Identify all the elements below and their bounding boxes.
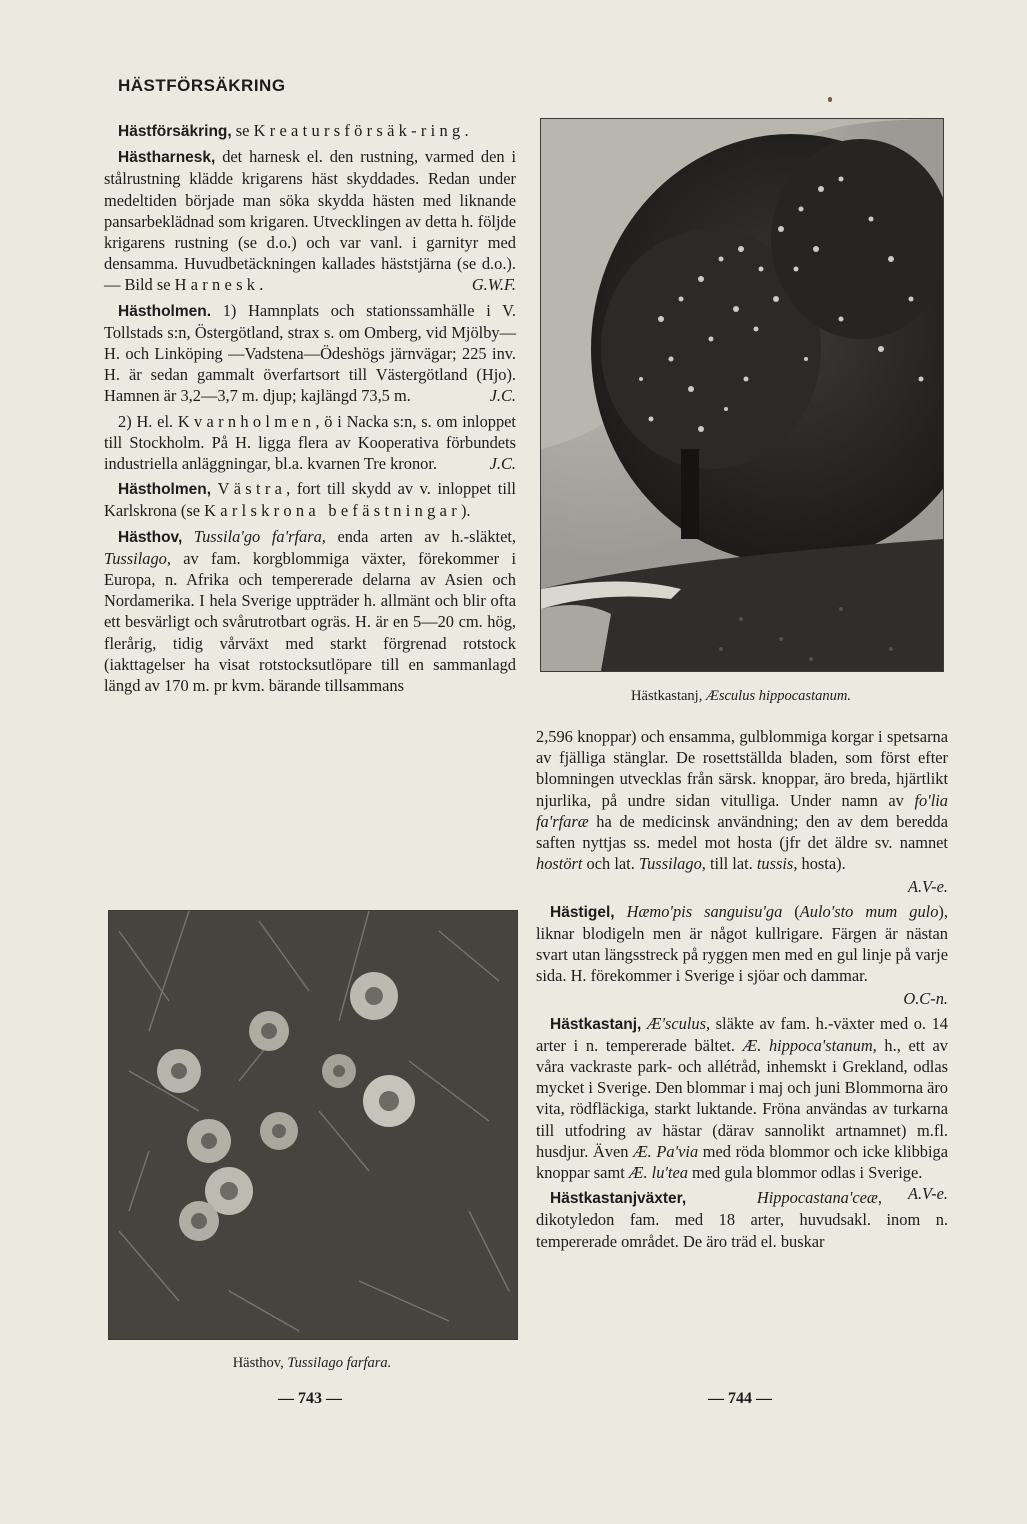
author-signature: A.V-e.	[907, 877, 948, 897]
caption-latin: Tussilago farfara.	[287, 1355, 392, 1371]
latin-name: Aulo'sto mum gulo	[799, 901, 939, 921]
entry-text: h., ett av våra vackraste park- och allétråd, inhemskt i Grekland, odlas mycket i Sverige. Den blommar i maj och juni Blommorna äro vita, rödfläckiga, starkt luktande. Fröna användas av turkarna till utfodring av hästar (därav sannolikt artnamnet) m.fl. husdjur. Även	[536, 1035, 948, 1161]
entry-hastholmen-vastra	[104, 478, 516, 521]
cross-reference: Kvarnholmen	[177, 411, 316, 431]
entry-text: hosta).	[797, 854, 846, 874]
headword: Hästigel,	[550, 903, 615, 921]
entry-text: dikotyledon fam. med 18 arter, huvudsakl. inom n. tempererade området. De äro träd el. buskar	[536, 1210, 948, 1251]
entry-text: 1) Hamnplats och stationssamhälle i V. Tollstads s:n, Östergötland, strax s. om Omberg, vid Mjölby—H. och Linköping —Vadstena—Ödeshögs järnvägar; 225 inv. H. är sedan gammalt överfartsort till Västergötland (Hjo). Hamnen är 3,2—3,7 m. djup; kajlängd 73,5 m.	[104, 300, 516, 406]
chestnut-caption	[540, 688, 942, 705]
cross-reference: Harnesk	[174, 275, 260, 295]
entry-text: enda arten av h.-släktet,	[325, 526, 516, 546]
headword: Hästholmen,	[118, 481, 212, 499]
headword: Hästhov,	[118, 528, 183, 546]
latin-name: Æ. lu'tea	[628, 1163, 688, 1183]
author-signature: G.W.F.	[471, 275, 516, 295]
cross-reference: Västra	[217, 479, 287, 499]
entry-text: med röda blommor och icke klibbiga knoppar samt	[536, 1141, 948, 1183]
headword: Hästkastanj,	[550, 1015, 642, 1033]
entry-hastholmen	[104, 300, 516, 407]
page-number-left: — 743 —	[278, 1390, 342, 1407]
author-signature: J.C.	[489, 386, 516, 406]
latin-name: Tussilago,	[638, 854, 706, 874]
latin-name: Æ'sculus,	[641, 1013, 711, 1033]
entry-text: ), liknar blodigeln men är något kullrigare. Färgen är nästan svart utan längsstreck på ryggen men med en gul linje på varje sida. H. förekommer i Sverige i sjöar och dammar.	[536, 901, 948, 986]
caption-text: Hästhov,	[232, 1355, 288, 1371]
author-signature: O.C-n.	[903, 989, 948, 1009]
chestnut-tree-photo	[540, 118, 944, 672]
headword: Hästförsäkring,	[118, 123, 232, 140]
left-column	[104, 120, 516, 700]
ink-speck	[828, 97, 832, 102]
entry-hastigel	[536, 901, 948, 987]
author-signature: A.V-e.	[907, 1184, 948, 1204]
entry-hastharnesk	[104, 146, 516, 295]
author-signature: J.C.	[489, 454, 516, 474]
entry-text: till lat.	[705, 854, 757, 874]
coltsfoot-caption	[108, 1355, 516, 1372]
entry-text: släkte av fam. h.-växter med o. 14 arter i n. tempererade bältet.	[536, 1013, 948, 1055]
cross-reference: Karlskrona befästningar	[204, 501, 461, 521]
entry-text: 2) H. el.	[118, 411, 178, 431]
headword: Hästkastanjväxter,	[550, 1190, 687, 1208]
entry-text: , fort till skydd av v. inloppet till Karlskrona (se	[104, 479, 516, 521]
entry-hasthov	[104, 526, 516, 697]
latin-name: Æ. hippoca'stanum,	[742, 1035, 877, 1055]
running-head: HÄSTFÖRSÄKRING	[118, 76, 286, 95]
latin-name: Hippocastana'ceæ,	[686, 1188, 882, 1208]
entry-text: se	[231, 121, 254, 140]
entry-hasthov-continued	[536, 726, 948, 874]
right-column	[536, 726, 948, 1256]
caption-text: Hästkastanj,	[631, 688, 706, 704]
latin-name: Tussila'go fa'rfara,	[182, 526, 326, 546]
latin-name: Æ. Pa'via	[633, 1141, 699, 1161]
entry-text: och lat.	[582, 854, 639, 874]
entry-text: 2,596 knoppar) och ensamma, gulblommiga korgar i spetsarna av fjälliga stänglar. De rosettställda bladen, som först efter blomningen utvecklas från särsk. knoppar, äro breda, hjärtlikt njurlika, på undre sidan vitulliga. Under namn av	[536, 727, 948, 810]
entry-text: (	[782, 901, 800, 921]
latin-name: fo'lia fa'rfaræ	[536, 790, 948, 831]
entry-hastforsakring	[104, 120, 516, 142]
latin-name: tussis,	[756, 854, 798, 874]
entry-text: ).	[460, 501, 471, 521]
entry-text: , ö i Nacka s:n, s. om inloppet till Stockholm. På H. ligga flera av Kooperativa förbundets industriella anläggningar, bl.a. kvarnen Tre kronor.	[104, 411, 516, 474]
entry-text: av fam. korgblommiga växter, förekommer i Europa, n. Afrika och tempererade delarna av Asien och Nordamerika. I hela Sverige uppträder h. allmänt och blir ofta ett besvärligt och svårutrotbart ogräs. H. är en 5—20 cm. hög, flerårig, tidig vårväxt med starkt förgrenad rotstock (iakttagelser ha visat rotstocksutlöpare till en sammanlagd längd av 170 m. pr kvm. bärande tillsammans	[104, 548, 516, 696]
entry-hastholmen-2	[104, 411, 516, 475]
latin-name: Hæmo'pis sanguisu'ga	[614, 901, 783, 921]
entry-hastkastanjvaxter	[536, 1187, 948, 1252]
latin-name: Tussilago,	[104, 548, 171, 568]
entry-text: ha de medicinsk användning; den av dem beredda saften nyttjas ss. medel mot hosta (jfr det äldre sv. namnet	[536, 811, 948, 853]
entry-text: .	[259, 275, 264, 295]
headword: Hästholmen.	[118, 302, 212, 320]
cross-reference: Kreatursförsäk-ring	[253, 121, 465, 140]
entry-text: det harnesk el. den rustning, varmed den i stålrustning klädde krigarens häst skyddades. Redan under medeltiden började man söka skydda hästen med liknande pansarbeklädnad som krigaren. Utvecklingen av detta h. följde krigarens rustning (se d.o.) och var vanl. i garnityr med densamma. Huvudbetäckningen kallades häststjärna (se d.o.). — Bild se	[104, 147, 516, 295]
entry-text: .	[464, 121, 469, 140]
headword: Hästharnesk,	[118, 149, 216, 167]
caption-latin: Æsculus hippocastanum.	[705, 688, 851, 704]
page-number-right: — 744 —	[708, 1390, 772, 1407]
entry-text: med gula blommor odlas i Sverige.	[687, 1163, 923, 1183]
coltsfoot-photo	[108, 910, 518, 1340]
latin-name: hostört	[536, 854, 583, 874]
